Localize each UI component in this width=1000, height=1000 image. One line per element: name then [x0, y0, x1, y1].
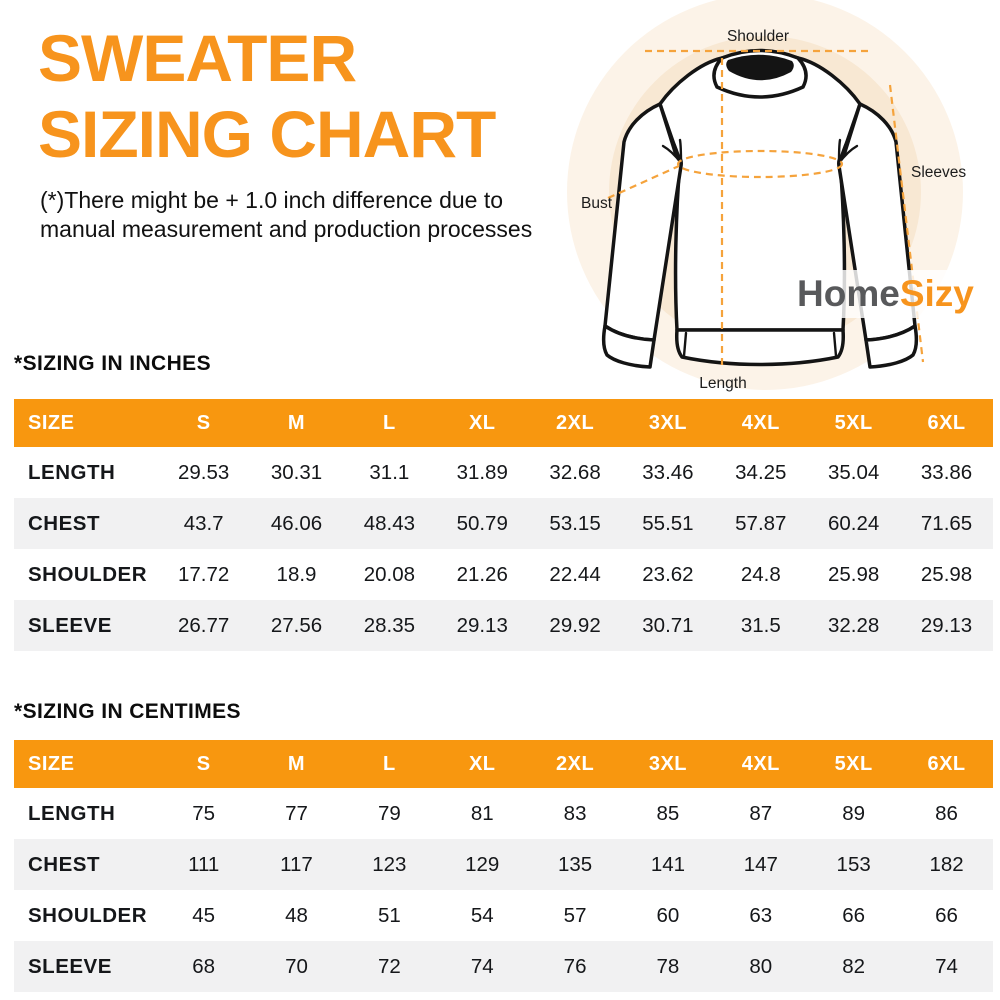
size-header-xl: XL	[436, 399, 529, 447]
value-cell: 18.9	[276, 562, 317, 586]
value-cell: 26.77	[177, 613, 230, 637]
shoulder-label: Shoulder	[726, 28, 790, 45]
sleeves-label: Sleeves	[911, 164, 967, 181]
row-label: CHEST	[28, 852, 100, 876]
row-label: SHOULDER	[28, 903, 148, 927]
value-cell: 77	[285, 801, 308, 825]
cm-section-title: *SIZING IN CENTIMES	[14, 700, 241, 723]
value-cell: 82	[842, 954, 866, 978]
value-cell: 29.53	[177, 460, 230, 484]
value-cell: 71.65	[920, 511, 973, 535]
size-header-s: S	[157, 399, 250, 447]
table-row-sleeve	[14, 941, 993, 992]
value-cell: 80	[749, 954, 773, 978]
table-row-shoulder	[14, 549, 993, 600]
value-cell: 34.25	[735, 460, 787, 484]
value-cell: 79	[377, 801, 401, 825]
row-label: SLEEVE	[28, 954, 112, 978]
size-header-3xl: 3XL	[622, 399, 715, 447]
value-cell: 45	[192, 903, 216, 927]
value-cell: 46.06	[270, 511, 323, 535]
value-cell: 33.46	[642, 460, 694, 484]
value-cell: 63	[749, 903, 773, 927]
cm-size-table	[14, 740, 993, 992]
disclaimer-line1: (*)There might be + 1.0 inch difference due to	[40, 187, 504, 213]
value-cell: 86	[935, 801, 958, 825]
size-header-m: M	[250, 740, 343, 788]
value-cell: 29.13	[920, 613, 973, 637]
value-cell: 22.44	[549, 562, 601, 586]
sweater-diagram	[560, 0, 1000, 400]
value-cell: 33.86	[920, 460, 973, 484]
value-cell: 111	[188, 852, 220, 876]
sweater-hem	[677, 330, 844, 365]
value-cell: 27.56	[270, 613, 323, 637]
value-cell: 129	[465, 852, 500, 876]
value-cell: 30.31	[270, 460, 323, 484]
size-header-l: L	[343, 740, 436, 788]
value-cell: 76	[563, 954, 587, 978]
size-header-2xl: 2XL	[529, 399, 622, 447]
row-label: SHOULDER	[28, 562, 148, 586]
value-cell: 182	[929, 852, 964, 876]
size-header-4xl: 4XL	[714, 399, 807, 447]
page-title-line1: SWEATER	[38, 21, 357, 95]
table-row-sleeve	[14, 600, 993, 651]
row-label: CHEST	[28, 511, 100, 535]
value-cell: 66	[935, 903, 958, 927]
size-header-3xl: 3XL	[622, 740, 715, 788]
size-header-5xl: 5XL	[807, 740, 900, 788]
size-header-2xl: 2XL	[529, 740, 622, 788]
size-header-l: L	[343, 399, 436, 447]
row-label: LENGTH	[28, 801, 116, 825]
value-cell: 25.98	[920, 562, 973, 586]
value-cell: 31.5	[740, 613, 781, 637]
value-cell: 135	[557, 852, 593, 876]
value-cell: 29.13	[456, 613, 508, 637]
value-cell: 75	[192, 801, 216, 825]
page-title	[38, 20, 495, 172]
value-cell: 29.92	[549, 613, 601, 637]
value-cell: 53.15	[549, 511, 601, 535]
value-cell: 57.87	[735, 511, 787, 535]
value-cell: 72	[377, 954, 401, 978]
row-label: LENGTH	[28, 460, 116, 484]
value-cell: 60	[656, 903, 680, 927]
value-cell: 35.04	[828, 460, 880, 484]
value-cell: 54	[470, 903, 494, 927]
table-row-chest	[14, 498, 993, 549]
value-cell: 31.1	[369, 460, 410, 484]
disclaimer-text	[40, 186, 532, 244]
value-cell: 78	[656, 954, 680, 978]
size-header-5xl: 5XL	[807, 399, 900, 447]
brand-logo	[788, 270, 1000, 318]
size-header-4xl: 4XL	[714, 740, 807, 788]
value-cell: 153	[836, 852, 871, 876]
value-cell: 48	[285, 903, 308, 927]
size-column-header: SIZE	[14, 399, 157, 447]
logo-part-sizy: Sizy	[899, 273, 974, 314]
size-header-s: S	[157, 740, 250, 788]
length-label: Length	[699, 375, 747, 392]
row-label: SLEEVE	[28, 613, 112, 637]
value-cell: 30.71	[642, 613, 694, 637]
value-cell: 60.24	[828, 511, 880, 535]
value-cell: 123	[372, 852, 407, 876]
size-header-6xl: 6XL	[900, 399, 993, 447]
size-header-6xl: 6XL	[900, 740, 993, 788]
table-row-length	[14, 447, 993, 498]
value-cell: 43.7	[183, 511, 224, 535]
table-row-length	[14, 788, 993, 839]
svg-text:HomeSizy	[797, 273, 974, 314]
value-cell: 28.35	[363, 613, 416, 637]
page-title-line2: SIZING CHART	[38, 97, 496, 171]
logo-part-home: Home	[797, 273, 900, 314]
sweater-illustration	[560, 0, 1000, 400]
value-cell: 32.28	[828, 613, 880, 637]
value-cell: 68	[192, 954, 216, 978]
value-cell: 48.43	[363, 511, 416, 535]
table-row-chest	[14, 839, 993, 890]
inches-size-table	[14, 399, 993, 651]
value-cell: 87	[749, 801, 773, 825]
value-cell: 141	[650, 852, 686, 876]
size-header-xl: XL	[436, 740, 529, 788]
value-cell: 70	[285, 954, 308, 978]
table-row-shoulder	[14, 890, 993, 941]
value-cell: 50.79	[456, 511, 508, 535]
value-cell: 21.26	[456, 562, 508, 586]
value-cell: 74	[935, 954, 958, 978]
value-cell: 55.51	[642, 511, 694, 535]
value-cell: 20.08	[363, 562, 416, 586]
disclaimer-line2: manual measurement and production processes	[40, 216, 533, 242]
value-cell: 85	[656, 801, 680, 825]
bust-label: Bust	[581, 195, 613, 212]
value-cell: 25.98	[828, 562, 880, 586]
value-cell: 31.89	[456, 460, 508, 484]
size-header-m: M	[250, 399, 343, 447]
value-cell: 83	[563, 801, 587, 825]
value-cell: 74	[470, 954, 494, 978]
inches-section-title: *SIZING IN INCHES	[14, 352, 211, 375]
cm-header-row	[14, 740, 993, 788]
value-cell: 23.62	[642, 562, 694, 586]
value-cell: 66	[842, 903, 866, 927]
value-cell: 57	[563, 903, 587, 927]
value-cell: 81	[470, 801, 494, 825]
value-cell: 89	[842, 801, 866, 825]
value-cell: 24.8	[740, 562, 781, 586]
value-cell: 51	[377, 903, 401, 927]
inches-header-row	[14, 399, 993, 447]
value-cell: 147	[743, 852, 778, 876]
size-column-header: SIZE	[14, 740, 157, 788]
value-cell: 32.68	[549, 460, 601, 484]
value-cell: 17.72	[177, 562, 230, 586]
value-cell: 117	[280, 852, 313, 876]
